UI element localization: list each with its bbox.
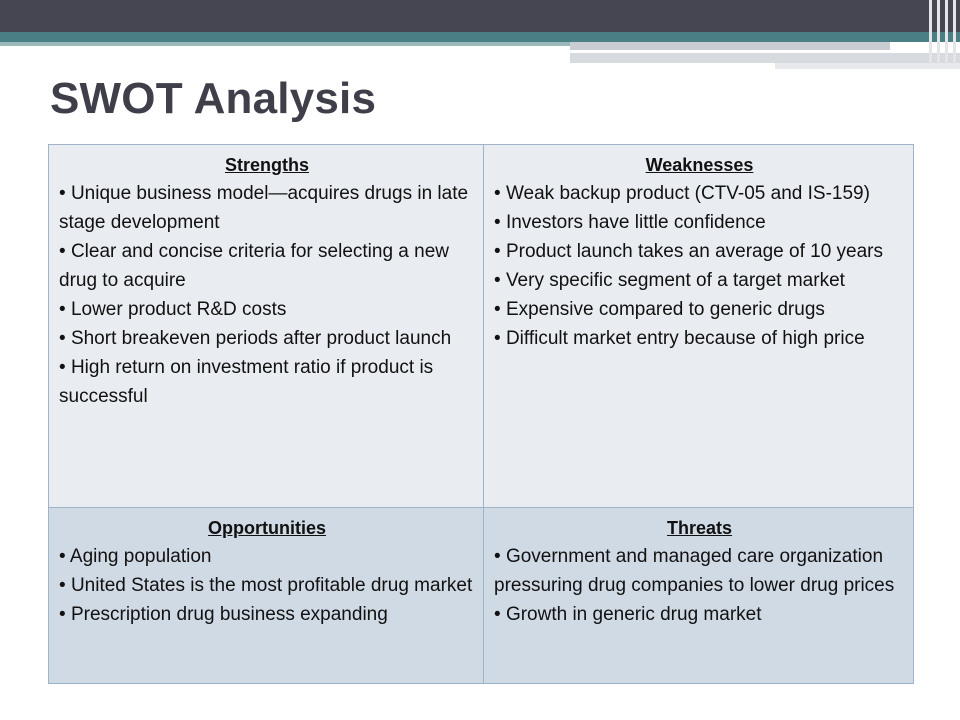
list-item-text: High return on investment ratio if product is successful [59, 357, 434, 407]
bullet-icon: • [59, 299, 66, 320]
bullet-icon: • [59, 604, 66, 625]
bullet-icon: • [494, 270, 501, 291]
list-item [59, 324, 475, 353]
list-item-text: Government and managed care organization pressuring drug companies to lower drug prices [494, 546, 895, 596]
list-item-text: Investors have little confidence [505, 212, 766, 233]
list-item [59, 542, 475, 571]
bullet-icon: • [59, 328, 66, 349]
list-item-text: United States is the most profitable drug market [70, 575, 473, 596]
swot-table [48, 144, 914, 684]
list-item [494, 237, 905, 266]
threats-heading: Threats [666, 518, 733, 538]
bullet-icon: • [494, 299, 501, 320]
list-item [494, 179, 905, 208]
bullet-icon: • [59, 357, 66, 378]
bullet-icon: • [494, 212, 501, 233]
bullet-icon: • [494, 546, 501, 567]
list-item-text: Difficult market entry because of high price [505, 328, 865, 349]
opportunities-heading: Opportunities [208, 518, 326, 538]
list-item-text: Prescription drug business expanding [70, 604, 388, 625]
weaknesses-heading: Weaknesses [645, 155, 754, 175]
list-item-text: Very specific segment of a target market [505, 270, 845, 291]
list-item-text: Aging population [69, 546, 212, 567]
list-item-text: Weak backup product (CTV-05 and IS-159) [505, 183, 870, 204]
header-bar-gray [570, 42, 890, 50]
header-vertical-lines [924, 0, 960, 64]
header-bar-teal-light [0, 42, 570, 46]
threats-list [494, 542, 905, 629]
list-item-text: Clear and concise criteria for selecting a new drug to acquire [59, 241, 450, 291]
bullet-icon: • [494, 183, 501, 204]
header-bar-teal [0, 32, 960, 42]
list-item-text: Short breakeven periods after product launch [70, 328, 452, 349]
header-bar-dark [0, 0, 960, 32]
bullet-icon: • [59, 546, 66, 567]
strengths-cell [49, 145, 483, 507]
weaknesses-list [494, 179, 905, 353]
list-item [59, 600, 475, 629]
bullet-icon: • [494, 328, 501, 349]
bullet-icon: • [59, 575, 66, 596]
list-item [494, 542, 905, 600]
opportunities-cell [49, 507, 483, 683]
slide-title: SWOT Analysis [50, 74, 377, 123]
opportunities-list [59, 542, 475, 629]
strengths-heading: Strengths [224, 155, 309, 175]
list-item-text: Lower product R&D costs [70, 299, 287, 320]
bullet-icon: • [494, 604, 501, 625]
bullet-icon: • [494, 241, 501, 262]
strengths-list [59, 179, 475, 411]
list-item [59, 353, 475, 411]
weaknesses-cell [483, 145, 913, 507]
list-item [494, 295, 905, 324]
bullet-icon: • [59, 241, 66, 262]
list-item [59, 237, 475, 295]
list-item [59, 179, 475, 237]
list-item [494, 266, 905, 295]
header-bar-gray [570, 53, 960, 63]
list-item-text: Expensive compared to generic drugs [505, 299, 825, 320]
list-item [494, 600, 905, 629]
list-item [59, 295, 475, 324]
list-item-text: Growth in generic drug market [505, 604, 762, 625]
list-item [494, 208, 905, 237]
list-item-text: Unique business model—acquires drugs in late stage development [59, 183, 469, 233]
list-item-text: Product launch takes an average of 10 years [505, 241, 884, 262]
threats-cell [483, 507, 913, 683]
list-item [494, 324, 905, 353]
bullet-icon: • [59, 183, 66, 204]
list-item [59, 571, 475, 600]
